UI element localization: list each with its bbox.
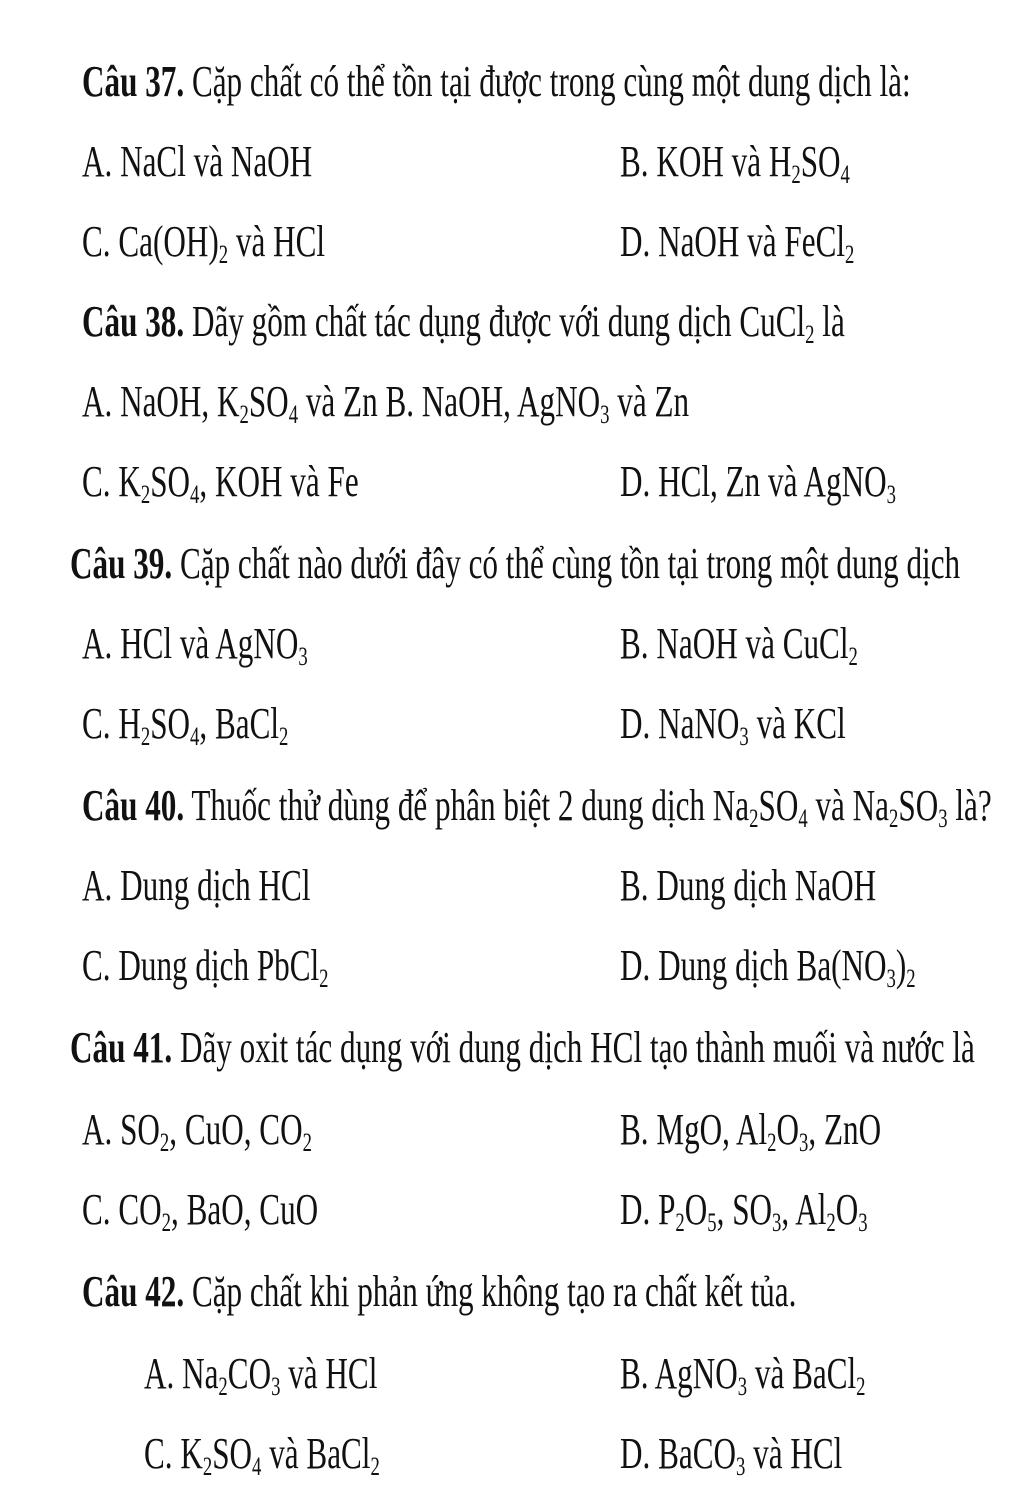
option-b: B. AgNO$_3$ và BaCl$_2$ (620, 1349, 866, 1401)
option-b: B. MgO, $Al_2O_3$, ZnO (620, 1105, 882, 1157)
option-c: C. $Ca(OH)_2$ và HCl (82, 217, 326, 269)
question-38: Câu 38. Dãy gồm chất tác dụng được với dung dịch CuCl$_2$ là (82, 297, 845, 349)
question-text: Cặp chất có thể tồn tại được trong cùng một dung dịch là: (191, 57, 911, 107)
option-d: D. HCl, Zn và AgNO$_3$ (620, 457, 896, 509)
option-ab: A. NaOH, $K_2SO_4$ và Zn B. NaOH, AgNO$_3$ và Zn (82, 377, 690, 429)
option-a: A. Dung dịch HCl (82, 861, 311, 911)
option-d: D. NaOH và FeCl$_2$ (620, 217, 855, 269)
option-c: C. $K_2SO_4$, KOH và Fe (82, 457, 359, 509)
option-c: C. $H_2SO_4$, BaCl$_2$ (82, 699, 289, 751)
option-a: A. $SO_2$, CuO, $CO_2$ (82, 1105, 312, 1157)
option-b: B. Dung dịch NaOH (620, 861, 877, 911)
question-number: Câu 38. (82, 297, 185, 347)
question-number: Câu 39. (70, 539, 173, 589)
option-d: D. $P_2O_5$, $SO_3$, $Al_2O_3$ (620, 1185, 868, 1237)
option-a: A. NaCl và NaOH (82, 137, 313, 187)
option-d: D. Dung dịch $Ba(NO_3)_2$ (620, 941, 916, 993)
question-number: Câu 41. (70, 1023, 173, 1073)
question-41: Câu 41. Dãy oxit tác dụng với dung dịch HCl tạo thành muối và nước là (70, 1023, 975, 1073)
question-number: Câu 42. (82, 1267, 185, 1317)
option-d: D. BaCO$_3$ và HCl (620, 1429, 843, 1481)
option-a: A. $Na_2CO_3$ và HCl (144, 1349, 378, 1401)
option-c: C. $CO_2$, BaO, CuO (82, 1185, 319, 1237)
question-42: Câu 42. Cặp chất khi phản ứng không tạo ra chất kết tủa. (82, 1267, 797, 1317)
question-number: Câu 37. (82, 57, 185, 107)
option-c: C. Dung dịch PbCl$_2$ (82, 941, 329, 993)
option-a: A. HCl và AgNO$_3$ (82, 619, 308, 671)
question-39: Câu 39. Cặp chất nào dưới đây có thể cùng tồn tại trong một dung dịch (70, 539, 961, 589)
option-d: D. NaNO$_3$ và KCl (620, 699, 846, 751)
question-number: Câu 40. (82, 781, 185, 831)
option-b: B. NaOH và CuCl$_2$ (620, 619, 858, 671)
question-37 (82, 58, 1024, 106)
option-b: B. KOH và $H_2SO_4$ (620, 137, 850, 189)
question-40: Câu 40. Thuốc thử dùng để phân biệt 2 dung dịch $Na_2SO_4$ và $Na_2SO_3$ là? (82, 781, 992, 833)
option-c: C. $K_2SO_4$ và BaCl$_2$ (144, 1429, 380, 1481)
